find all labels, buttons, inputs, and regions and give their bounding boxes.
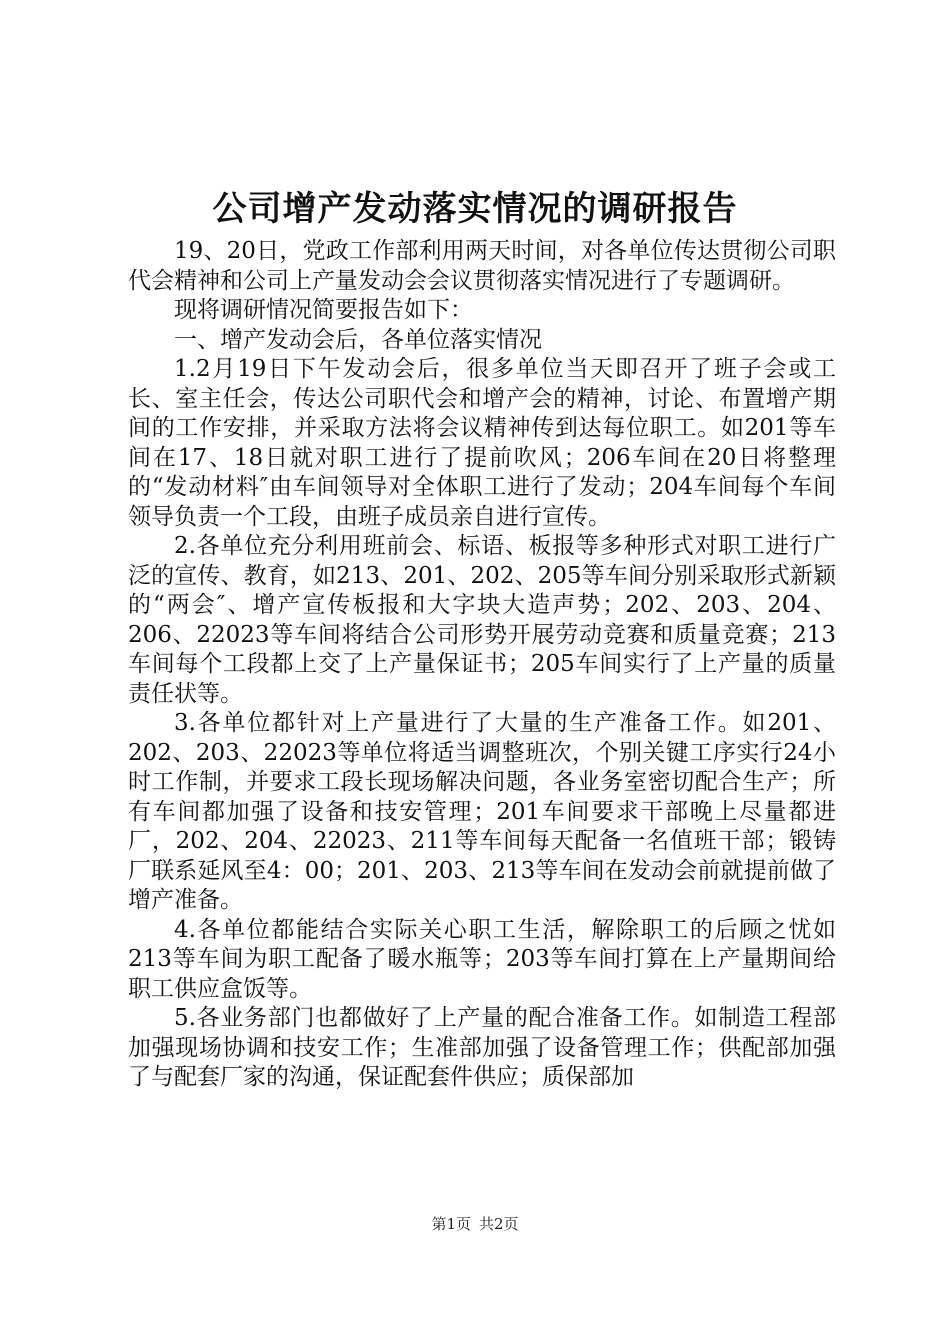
paragraph-item-1: 1.2月19日下午发动会后，很多单位当天即召开了班子会或工长、室主任会，传达公司职代会和增产会的精神，讨论、布置增产期间的工作安排，并采取方法将会议精神传到达每位职工。如201等车间在17、18日就对职工进行了提前吹风；206车间在20日将整理的“发动材料″由车间领导对全体职工进行了发动；204车间每个车间领导负责一个工段，由班子成员亲自进行宣传。 [128, 356, 836, 530]
paragraph-item-5: 5.各业务部门也都做好了上产量的配合准备工作。如制造工程部加强现场协调和技安工作；生准部加强了设备管理工作；供配部加强了与配套厂家的沟通，保证配套件供应；质保部加 [128, 1005, 836, 1090]
paragraph-item-3: 3.各单位都针对上产量进行了大量的生产准备工作。如201、202、203、22023等单位将适当调整班次，个别关键工序实行24小时工作制，并要求工段长现场解决问题，各业务室密切配合生产；所有车间都加强了设备和技安管理；201车间要求干部晚上尽量都进厂，202、204、22023、211等车间每天配备一名值班干部；锻铸厂联系延风至4：00；201、203、213等车间在发动会前就提前做了增产准备。 [128, 710, 836, 913]
paragraph-intro: 19、20日，党政工作部利用两天时间，对各单位传达贯彻公司职代会精神和公司上产量发动会会议贯彻落实情况进行了专题调研。 [128, 238, 836, 294]
paragraph-summary-lead: 现将调研情况简要报告如下： [174, 297, 473, 323]
paragraph-item-4: 4.各单位都能结合实际关心职工生活，解除职工的后顾之忧如213等车间为职工配备了暖水瓶等；203等车间打算在上产量期间给职工供应盒饭等。 [128, 916, 836, 1002]
section-heading-1: 一、增产发动会后，各单位落实情况 [174, 326, 542, 353]
page-number-total: 共2页 [479, 1215, 519, 1233]
paragraph-item-2: 2.各单位充分利用班前会、标语、板报等多种形式对职工进行广泛的宣传、教育，如213、201、202、205等车间分别采取形式新颖的“两会″、增产宣传板报和大字块大造声势；202、203、204、206、22023等车间将结合公司形势开展劳动竞赛和质量竞赛；213车间每个工段都上交了上产量保证书；205车间实行了上产量的质量责任状等。 [128, 533, 836, 707]
document-body [128, 237, 836, 1093]
document-title: 公司增产发动落实情况的调研报告 [212, 189, 738, 229]
page-number-current: 第1页 [431, 1215, 471, 1233]
page-footer [0, 1214, 950, 1234]
